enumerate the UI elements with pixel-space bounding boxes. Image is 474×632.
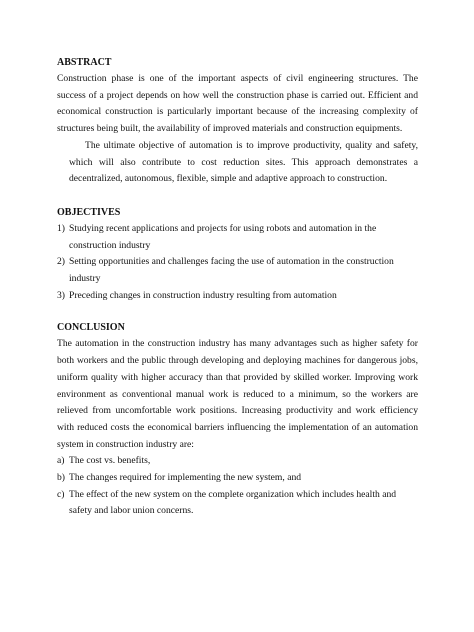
conclusion-text: The cost vs. benefits, xyxy=(69,455,151,467)
conclusion-text: The changes required for implementing the new system, and xyxy=(69,472,302,484)
abstract-paragraph-2: The ultimate objective of automation is to improve productivity, quality and safety, which will also contribute to cost reduction sites. This approach demonstrates a decentralized, autonomous, flexible, simple and adaptive approach to construction. xyxy=(69,139,418,185)
conclusion-section xyxy=(57,320,418,520)
objective-marker: 1) xyxy=(57,222,65,234)
conclusion-marker: a) xyxy=(57,455,65,467)
objectives-section xyxy=(57,205,418,305)
conclusion-marker: b) xyxy=(57,472,65,484)
objectives-list xyxy=(57,221,418,305)
objectives-heading: OBJECTIVES xyxy=(57,206,121,218)
document-page xyxy=(57,55,418,520)
conclusion-list xyxy=(57,453,418,520)
objective-marker: 3) xyxy=(57,289,65,301)
abstract-section xyxy=(57,55,418,188)
conclusion-paragraph: The automation in the construction industry has many advantages such as higher safety for both workers and the public through developing and deploying machines for dangerous jobs, uniform quality with higher accuracy than that provided by skilled worker. Improving work environment as conventional manual work is reduced to a minimum, so the workers are relieved from uncomfortable work positions. Increasing productivity and work efficiency with reduced costs the economical barriers influencing the implementation of an automation system in construction industry are: xyxy=(57,338,418,450)
objective-item xyxy=(57,221,418,254)
conclusion-heading: CONCLUSION xyxy=(57,322,125,334)
abstract-heading: ABSTRACT xyxy=(57,57,112,68)
objective-item xyxy=(57,288,418,305)
objective-item xyxy=(57,254,418,287)
conclusion-item xyxy=(57,453,418,470)
objective-marker: 2) xyxy=(57,256,65,268)
objective-text: Preceding changes in construction industry resulting from automation xyxy=(69,289,337,301)
objective-text: Studying recent applications and projects for using robots and automation in the construction industry xyxy=(69,222,377,251)
conclusion-item xyxy=(57,470,418,487)
conclusion-marker: c) xyxy=(57,488,65,500)
conclusion-text: The effect of the new system on the complete organization which includes health and safety and labor union concerns. xyxy=(69,488,397,517)
abstract-paragraph-1: Construction phase is one of the important aspects of civil engineering structures. The success of a project depends on how well the construction phase is carried out. Efficient and economical construction is particularly important because of the increasing complexity of structures being built, the availability of improved materials and construction equipments. xyxy=(57,73,418,135)
conclusion-item xyxy=(57,487,418,520)
objective-text: Setting opportunities and challenges facing the use of automation in the construction industry xyxy=(69,256,394,285)
